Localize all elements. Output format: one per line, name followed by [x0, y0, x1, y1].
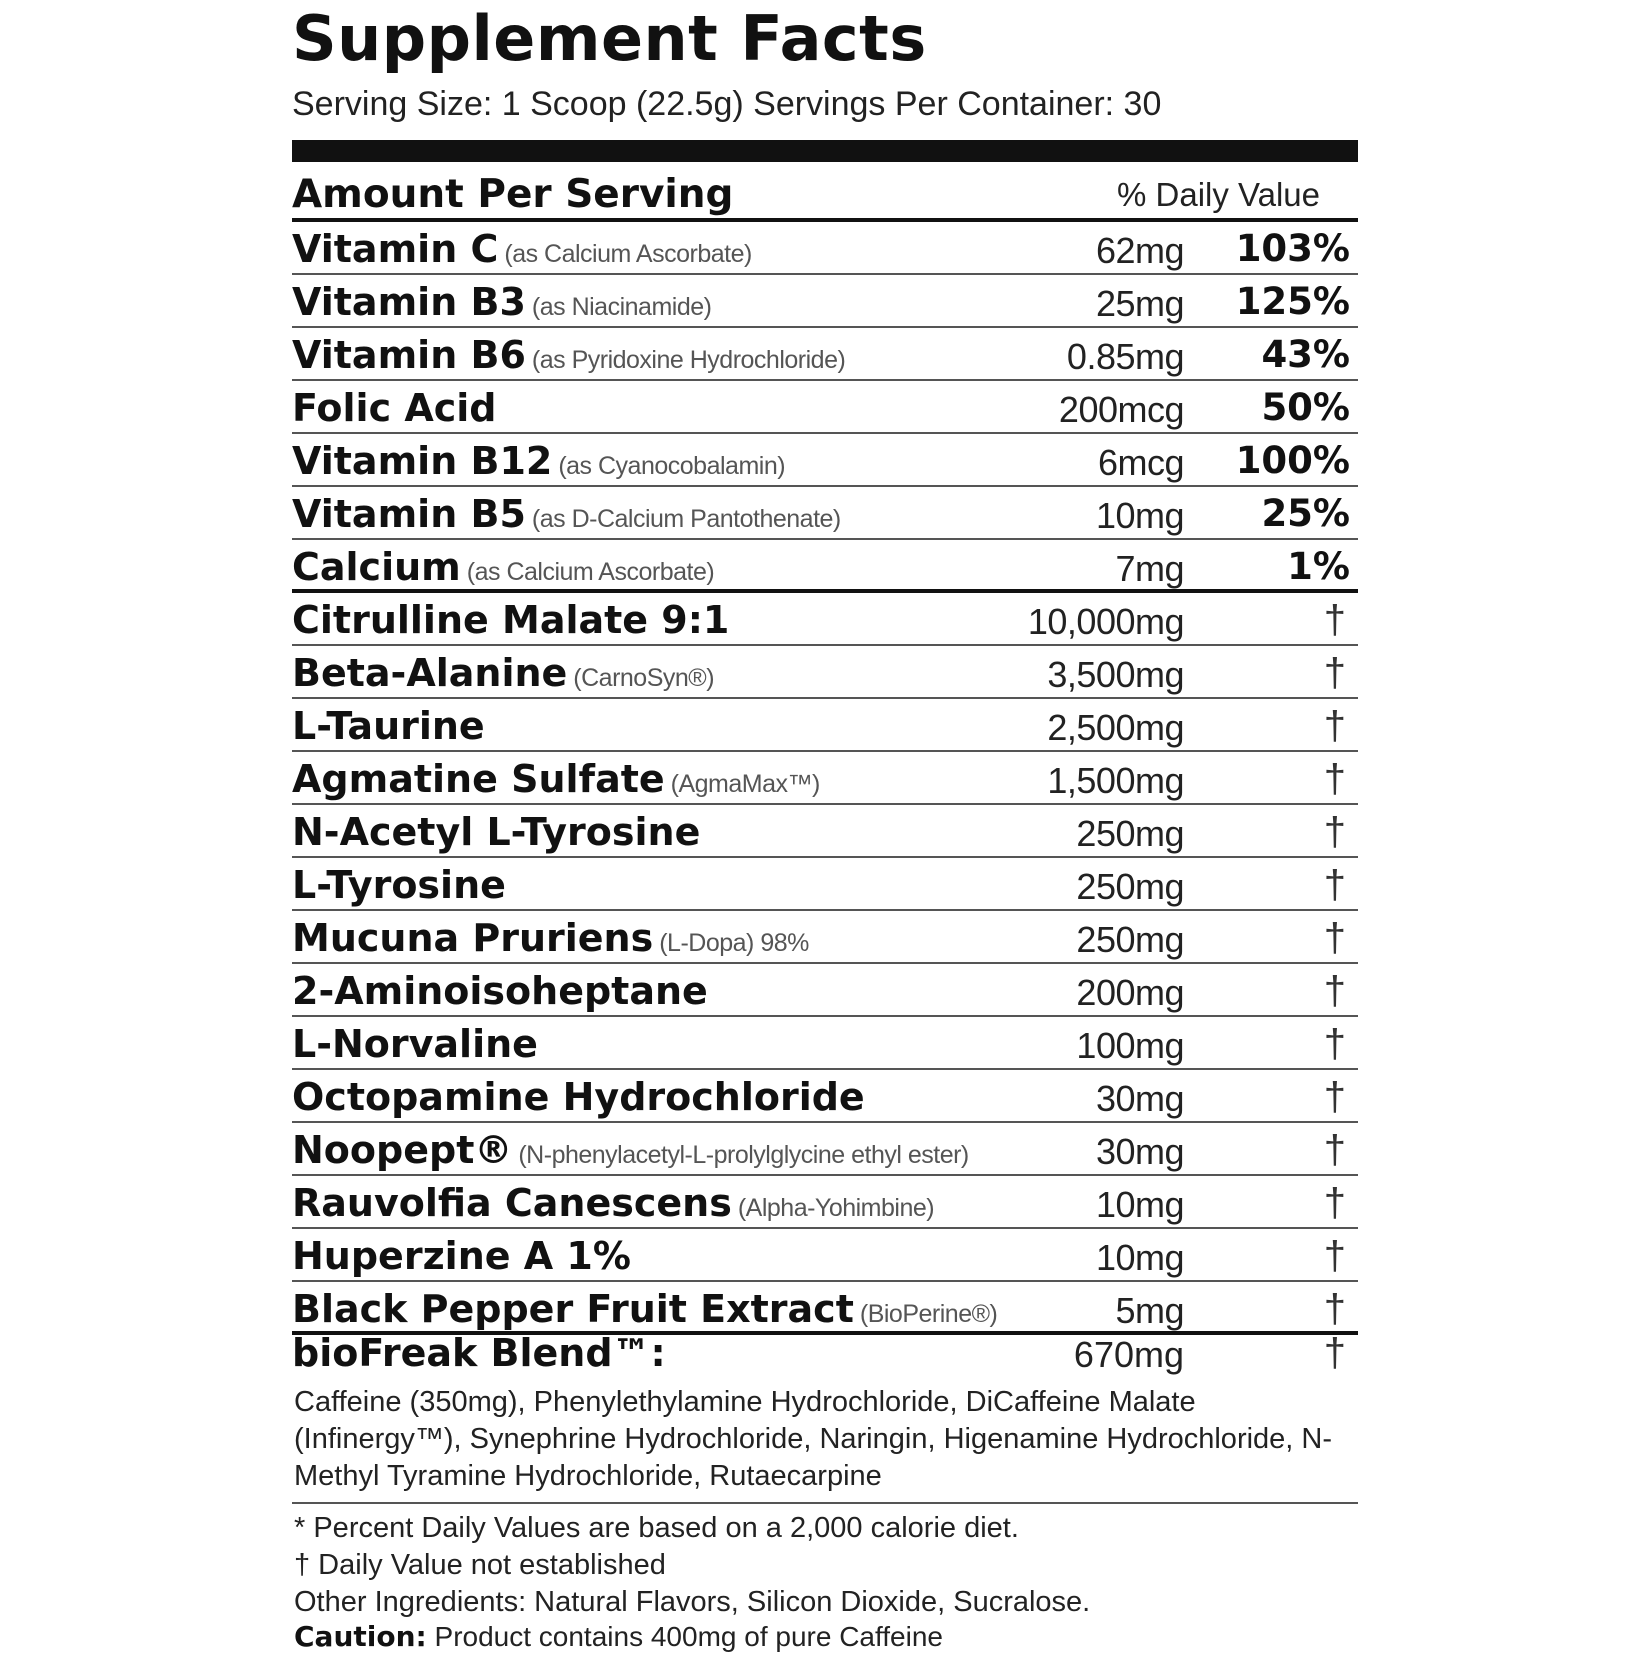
nutrient-name-text: Agmatine Sulfate	[292, 757, 665, 801]
nutrient-source: (N-phenylacetyl-L-prolylglycine ethyl ester)	[518, 1141, 969, 1169]
nutrient-list	[292, 222, 1358, 1335]
nutrient-name	[292, 597, 729, 643]
amount-per-serving-label: Amount Per Serving	[292, 172, 734, 217]
nutrient-name-text: Rauvolfia Canescens	[292, 1181, 732, 1225]
nutrient-name	[292, 1127, 969, 1178]
nutrient-amount: 62mg	[1095, 230, 1184, 271]
nutrient-daily-value: †	[1323, 757, 1346, 801]
nutrient-amount: 250mg	[1076, 866, 1184, 907]
nutrient-name-text: Noopept®	[292, 1128, 513, 1172]
table-row	[292, 1123, 1358, 1176]
nutrient-daily-value: †	[1323, 1128, 1346, 1172]
nutrient-name-text: L-Norvaline	[292, 1022, 538, 1066]
nutrient-daily-value: †	[1323, 916, 1346, 960]
nutrient-daily-value: †	[1323, 704, 1346, 748]
table-row	[292, 540, 1358, 593]
nutrient-amount: 6mcg	[1097, 442, 1184, 483]
nutrient-name	[292, 968, 708, 1014]
nutrient-name-text: Mucuna Pruriens	[292, 916, 654, 960]
nutrient-name-text: L-Taurine	[292, 704, 485, 748]
divider-thick	[292, 140, 1358, 162]
table-row	[292, 964, 1358, 1017]
nutrient-source: (as D-Calcium Pantothenate)	[531, 505, 841, 533]
table-row	[292, 858, 1358, 911]
nutrient-daily-value: 25%	[1261, 492, 1350, 535]
nutrient-name-text: Huperzine A 1%	[292, 1234, 631, 1278]
table-row	[292, 1017, 1358, 1070]
nutrient-amount: 7mg	[1115, 548, 1184, 589]
nutrient-daily-value: †	[1323, 1022, 1346, 1066]
nutrient-name-text: Vitamin C	[292, 227, 499, 271]
nutrient-daily-value: †	[1323, 1181, 1346, 1225]
table-row	[292, 699, 1358, 752]
nutrient-amount: 2,500mg	[1047, 707, 1184, 748]
nutrient-amount: 30mg	[1095, 1078, 1184, 1119]
nutrient-source: (Alpha-Yohimbine)	[737, 1194, 935, 1222]
nutrient-source: (CarnoSyn®)	[573, 664, 715, 692]
nutrient-name-text: Citrulline Malate 9:1	[292, 598, 730, 642]
nutrient-source: (AgmaMax™)	[670, 770, 820, 798]
nutrient-name	[292, 862, 506, 908]
nutrient-amount: 250mg	[1076, 919, 1184, 960]
nutrient-daily-value: 125%	[1235, 280, 1350, 323]
nutrient-name	[292, 809, 700, 855]
nutrient-name-text: Black Pepper Fruit Extract	[292, 1287, 854, 1331]
nutrient-name	[292, 1021, 538, 1067]
serving-info: Serving Size: 1 Scoop (22.5g) Servings Per Container: 30	[292, 85, 1162, 123]
nutrient-amount: 200mcg	[1058, 389, 1184, 430]
nutrient-name-text: N-Acetyl L-Tyrosine	[292, 810, 701, 854]
nutrient-name	[292, 650, 714, 701]
nutrient-amount: 3,500mg	[1047, 654, 1184, 695]
nutrient-amount: 10mg	[1095, 495, 1184, 536]
blend-ingredients: Caffeine (350mg), Phenylethylamine Hydrochloride, DiCaffeine Malate (Infinergy™), Synephrine Hydrochloride, Naringin, Higenamine Hydrochloride, N-Methyl Tyramine Hydrochloride, Rutaecarpine	[294, 1386, 1333, 1492]
nutrient-daily-value: †	[1323, 863, 1346, 907]
nutrient-name-text: Vitamin B5	[292, 492, 526, 536]
blend-amount: 670mg	[1073, 1334, 1184, 1375]
footnotes	[294, 1510, 1358, 1621]
nutrient-source: (as Niacinamide)	[531, 293, 712, 321]
caution-label: Caution:	[294, 1620, 427, 1653]
table-row	[292, 275, 1358, 328]
dagger-note: † Daily Value not established	[294, 1549, 666, 1581]
nutrient-daily-value: 1%	[1287, 545, 1350, 588]
nutrient-amount: 100mg	[1076, 1025, 1184, 1066]
caution-text: Product contains 400mg of pure Caffeine	[434, 1621, 943, 1652]
table-row	[292, 752, 1358, 805]
nutrient-name-text: Vitamin B12	[292, 439, 553, 483]
nutrient-name	[292, 332, 845, 383]
nutrient-amount: 30mg	[1095, 1131, 1184, 1172]
table-row	[292, 593, 1358, 646]
table-row	[292, 805, 1358, 858]
nutrient-amount: 1,500mg	[1047, 760, 1184, 801]
nutrient-name	[292, 915, 809, 966]
nutrient-daily-value: 100%	[1235, 439, 1350, 482]
nutrient-name	[292, 279, 711, 330]
nutrient-daily-value: 50%	[1261, 386, 1350, 429]
nutrient-name-text: Octopamine Hydrochloride	[292, 1075, 865, 1119]
table-row	[292, 1070, 1358, 1123]
percent-note: * Percent Daily Values are based on a 2,000 calorie diet.	[294, 1512, 1019, 1544]
table-row	[292, 487, 1358, 540]
page-title: Supplement Facts	[292, 2, 927, 75]
nutrient-daily-value: †	[1323, 1234, 1346, 1278]
nutrient-daily-value: 103%	[1235, 227, 1350, 270]
nutrient-source: (as Calcium Ascorbate)	[466, 558, 715, 586]
nutrient-name-text: Vitamin B3	[292, 280, 526, 324]
table-row	[292, 1229, 1358, 1282]
nutrient-daily-value: †	[1323, 1287, 1346, 1331]
nutrient-daily-value: †	[1323, 598, 1346, 642]
table-row	[292, 434, 1358, 487]
nutrient-daily-value: 43%	[1261, 333, 1350, 376]
nutrient-amount: 10mg	[1095, 1184, 1184, 1225]
nutrient-daily-value: †	[1323, 1075, 1346, 1119]
nutrient-daily-value: †	[1323, 651, 1346, 695]
nutrient-source: (as Pyridoxine Hydrochloride)	[531, 346, 846, 374]
nutrient-source: (BioPerine®)	[859, 1300, 998, 1328]
nutrient-amount: 200mg	[1076, 972, 1184, 1013]
nutrient-name-text: 2-Aminoisoheptane	[292, 969, 708, 1013]
nutrient-source: (L-Dopa) 98%	[659, 929, 809, 957]
nutrient-source: (as Calcium Ascorbate)	[504, 240, 752, 268]
nutrient-daily-value: †	[1323, 969, 1346, 1013]
nutrient-name-text: Beta-Alanine	[292, 651, 568, 695]
daily-value-label: % Daily Value	[1117, 176, 1320, 213]
nutrient-amount: 25mg	[1095, 283, 1184, 324]
nutrient-amount: 5mg	[1115, 1290, 1184, 1331]
nutrient-name-text: Calcium	[292, 545, 461, 589]
table-row	[292, 328, 1358, 381]
nutrient-name-text: L-Tyrosine	[292, 863, 506, 907]
nutrient-name	[292, 756, 820, 807]
nutrient-name	[292, 491, 841, 542]
nutrient-name	[292, 703, 485, 749]
proprietary-blend	[292, 1328, 1358, 1504]
nutrient-daily-value: †	[1323, 810, 1346, 854]
nutrient-name	[292, 544, 714, 595]
nutrient-amount: 0.85mg	[1066, 336, 1184, 377]
nutrient-name-text: Vitamin B6	[292, 333, 526, 377]
table-row	[292, 381, 1358, 434]
nutrient-name	[292, 1180, 934, 1231]
blend-name: bioFreak Blend™:	[292, 1331, 666, 1375]
nutrient-amount: 10,000mg	[1027, 601, 1184, 642]
table-row	[292, 1176, 1358, 1229]
other-ingredients: Other Ingredients: Natural Flavors, Silicon Dioxide, Sucralose.	[294, 1586, 1091, 1618]
nutrient-name	[292, 1074, 865, 1120]
nutrient-source: (as Cyanocobalamin)	[558, 452, 786, 480]
table-row	[292, 646, 1358, 699]
caution-note	[294, 1620, 943, 1654]
nutrient-name-text: Folic Acid	[292, 386, 497, 430]
nutrient-name	[292, 385, 497, 431]
nutrient-name	[292, 226, 752, 277]
nutrient-amount: 10mg	[1095, 1237, 1184, 1278]
table-row	[292, 911, 1358, 964]
table-row	[292, 222, 1358, 275]
nutrient-name	[292, 1233, 631, 1279]
nutrient-name	[292, 438, 785, 489]
column-header	[292, 170, 1358, 222]
blend-dv: †	[1323, 1331, 1346, 1375]
nutrient-amount: 250mg	[1076, 813, 1184, 854]
